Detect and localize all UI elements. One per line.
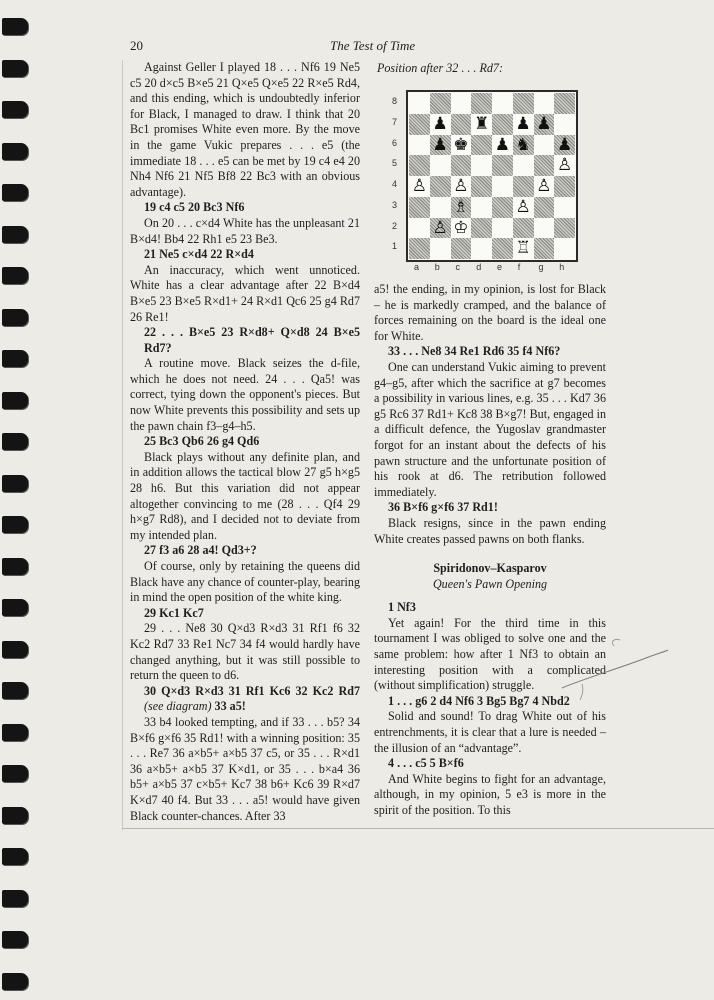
board-square — [534, 238, 555, 259]
binding-ring — [2, 267, 28, 284]
board-square — [471, 238, 492, 259]
board-square — [471, 135, 492, 156]
move-line — [374, 756, 606, 772]
board-square — [409, 197, 430, 218]
board-square — [451, 93, 472, 114]
move-text: 22 . . . B×e5 23 R×d8+ Q×d8 24 B×e5 Rd7? — [144, 325, 360, 355]
page-edge-bottom — [122, 828, 714, 829]
rank-label: 1 — [392, 241, 398, 252]
paragraph: a5! the ending, in my opinion, is lost for Black – he is markedly cramped, and the balance of forces remaining on the board is the ideal one for White. — [374, 282, 606, 343]
move-line — [374, 600, 606, 616]
paragraph: On 20 . . . c×d4 White has the unpleasant 21 B×d4! Bb4 22 Rh1 e5 23 Be3. — [130, 215, 360, 246]
board-square — [430, 197, 451, 218]
chess-board — [409, 93, 575, 259]
pen-annotation-mark — [560, 630, 670, 700]
move-text: 36 B×f6 g×f6 37 Rd1! — [388, 500, 498, 515]
binding-ring — [2, 516, 28, 533]
board-square — [513, 93, 534, 114]
board-square — [492, 238, 513, 259]
file-label: c — [455, 262, 460, 272]
board-square — [513, 218, 534, 239]
move-text: 4 . . . c5 5 B×f6 — [388, 756, 464, 771]
move-line — [130, 247, 360, 263]
board-square — [554, 176, 575, 197]
rank-label: 7 — [392, 116, 398, 127]
board-square — [471, 176, 492, 197]
board-square — [534, 135, 555, 156]
paragraph: 29 . . . Ne8 30 Q×d3 R×d3 31 Rf1 f6 32 Kc2 Rd7 33 Re1 Nc7 34 f4 would hardly have changed anything, but it was still possible to return the queen to d6. — [130, 621, 360, 683]
binding-ring — [2, 682, 28, 699]
file-label: a — [414, 262, 420, 272]
board-square — [554, 93, 575, 114]
rank-label: 3 — [392, 199, 398, 210]
board-square — [492, 155, 513, 176]
page-number: 20 — [130, 38, 143, 53]
game-players: Spiridonov–Kasparov — [433, 561, 547, 576]
right-column — [374, 282, 606, 819]
board-square — [471, 197, 492, 218]
rank-label: 8 — [392, 96, 398, 106]
move-text: 29 Kc1 Kc7 — [144, 605, 204, 620]
paragraph: Against Geller I played 18 . . . Nf6 19 Ne5 c5 20 d×c5 B×e5 21 Q×e5 Q×e5 22 R×e5 Rd4, and this ending, which is undoubtedly inferior for Black, I managed to draw. I think that 20 Bc1 promises White even more. By the move in the game Vukic prepares . . . e5 (the immediate 18 . . . e5 can be met by 19 c4 e4 20 Nh4 Nf6 21 Nf5 Bf8 22 Bc3 with an obvious advantage). — [130, 60, 360, 199]
chess-piece: ♖ — [515, 238, 531, 259]
binding-ring — [2, 350, 28, 367]
move-text: 1 Nf3 — [388, 600, 416, 615]
game-heading — [374, 561, 606, 592]
move-line — [130, 200, 360, 216]
binding-ring — [2, 60, 28, 77]
binding-ring — [2, 143, 28, 160]
move-text: 27 f3 a6 28 a4! Qd3+? — [144, 543, 257, 558]
move-text: 25 Bc3 Qb6 26 g4 Qd6 — [144, 434, 260, 449]
spiral-binding — [0, 0, 34, 1000]
paragraph: An inaccuracy, which went unnoticed. White has a clear advantage after 22 B×d4 B×e5 23 B×e5 R×d1+ 24 R×d1 Qc6 25 g4 Rd7 26 Re1! — [130, 262, 360, 324]
board-square — [409, 93, 430, 114]
chess-piece: ♙ — [515, 196, 531, 217]
chess-piece: ♗ — [453, 196, 469, 217]
board-square — [451, 238, 472, 259]
board-square — [430, 176, 451, 197]
file-label: b — [434, 262, 440, 272]
binding-ring — [2, 475, 28, 492]
binding-ring — [2, 765, 28, 782]
move-line — [374, 344, 606, 360]
binding-ring — [2, 973, 28, 990]
board-square — [513, 176, 534, 197]
paragraph: Of course, only by retaining the queens did Black have any chance of counter-play, bearing in mind the open position of the white king. — [130, 559, 360, 605]
binding-ring — [2, 599, 28, 616]
page-header — [130, 38, 650, 56]
board-square — [471, 155, 492, 176]
binding-ring — [2, 309, 28, 326]
board-square — [430, 238, 451, 259]
board-square — [451, 114, 472, 135]
binding-ring — [2, 392, 28, 409]
rank-label: 6 — [392, 137, 398, 148]
paragraph: Black resigns, since in the pawn ending White creates passed pawns on both flanks. — [374, 515, 606, 546]
chess-diagram — [390, 86, 586, 276]
chess-piece: ♞ — [515, 134, 531, 155]
rank-label: 5 — [392, 158, 398, 169]
chess-piece: ♙ — [432, 217, 448, 238]
binding-ring — [2, 931, 28, 948]
move-text-tail: 33 a5! — [211, 699, 246, 714]
move-text: 30 Q×d3 R×d3 31 Rf1 Kc6 32 Kc2 Rd7 — [144, 683, 360, 698]
file-label: g — [538, 262, 544, 272]
chess-piece: ♙ — [411, 176, 427, 196]
paragraph: Black plays without any definite plan, and in addition allows the tactical blow 27 g5 h×g5 28 h6. But this variation did not appear altogether convincing to me (28 . . . Qf4 29 h×g7 Rd8), and I decided not to deviate from my intended plan. — [130, 449, 360, 542]
paragraph: A routine move. Black seizes the d-file, which he does not need. 24 . . . Qa5! was correct, tying down the opponent's pieces. But now White prevents this possibility and sets up the pawn chain f3–g4–h5. — [130, 356, 360, 433]
board-square — [492, 114, 513, 135]
rank-label: 4 — [392, 179, 398, 189]
board-square — [430, 155, 451, 176]
diagram-reference: (see diagram) — [144, 699, 212, 714]
file-label: e — [497, 262, 503, 272]
binding-ring — [2, 890, 28, 907]
binding-ring — [2, 724, 28, 741]
paragraph: Yet again! For the third time in this tournament I was obliged to solve one and the same problem: how after 1 Nf3 to obtain an interesting position with a complicated (without simplification) struggle. — [374, 615, 606, 693]
move-line — [130, 543, 360, 559]
chess-piece: ♜ — [474, 113, 490, 134]
binding-ring — [2, 226, 28, 243]
binding-ring — [2, 807, 28, 824]
move-line — [130, 325, 360, 356]
board-square — [534, 218, 555, 239]
chess-piece: ♟ — [432, 113, 448, 134]
board-square — [471, 93, 492, 114]
chess-piece: ♟ — [536, 113, 552, 134]
move-text: 33 . . . Ne8 34 Re1 Rd6 35 f4 Nf6? — [388, 344, 561, 359]
binding-ring — [2, 101, 28, 118]
board-square — [409, 218, 430, 239]
file-label: f — [517, 262, 521, 272]
board-square — [534, 197, 555, 218]
board-square — [554, 238, 575, 259]
board-square — [534, 155, 555, 176]
move-text: 19 c4 c5 20 Bc3 Nf6 — [144, 200, 245, 215]
move-line — [374, 500, 606, 516]
paragraph: And White begins to fight for an advantage, although, in my opinion, 5 e3 is more in the spirit of the position. To this — [374, 771, 606, 817]
board-square — [492, 93, 513, 114]
board-square — [492, 197, 513, 218]
binding-ring — [2, 18, 28, 35]
paragraph: 33 b4 looked tempting, and if 33 . . . b5? 34 B×f6 g×f6 35 Rd1! with a winning position: 35 . . . Re7 36 a×b5+ a×b5 37 c5, or 35 . . . R×d1 36 a×b5+ a×b5 37 K×d1, or 35 . . . b×a4 36 b5+ a×b5 37 c×b5+ Kc7 38 b6+ Kc6 39 R×d7 K×d7 40 f4. But 33 . . . a5! would have given Black counter-chances. After 33 — [130, 714, 360, 823]
board-square — [430, 93, 451, 114]
running-title: The Test of Time — [330, 38, 416, 53]
board-square — [513, 155, 534, 176]
move-text: 1 . . . g6 2 d4 Nf6 3 Bg5 Bg7 4 Nbd2 — [388, 693, 570, 708]
file-label: h — [559, 262, 565, 272]
board-square — [554, 197, 575, 218]
chess-piece: ♙ — [557, 155, 573, 176]
board-square — [451, 155, 472, 176]
chess-piece: ♚ — [453, 134, 469, 155]
board-square — [471, 218, 492, 239]
board-square — [409, 114, 430, 135]
binding-ring — [2, 558, 28, 575]
rank-label: 2 — [392, 220, 398, 231]
binding-ring — [2, 184, 28, 201]
board-square — [554, 218, 575, 239]
paragraph: Solid and sound! To drag White out of his entrenchments, it is clear that a lure is needed – the illusion of an “advantage”. — [374, 709, 606, 755]
binding-ring — [2, 433, 28, 450]
board-square — [492, 218, 513, 239]
board-square — [409, 135, 430, 156]
board-square — [409, 155, 430, 176]
move-line — [130, 684, 360, 715]
game-opening: Queen's Pawn Opening — [432, 576, 548, 591]
chess-piece: ♟ — [494, 134, 510, 155]
move-text: 21 Ne5 c×d4 22 R×d4 — [144, 247, 254, 262]
board-square — [554, 114, 575, 135]
chess-piece: ♟ — [557, 134, 573, 155]
board-square — [534, 93, 555, 114]
move-line — [130, 606, 360, 622]
binding-ring — [2, 848, 28, 865]
page-edge — [122, 60, 123, 830]
chess-piece: ♙ — [453, 176, 469, 196]
chess-piece: ♔ — [453, 217, 469, 238]
board-frame — [406, 90, 578, 262]
binding-ring — [2, 641, 28, 658]
chess-piece: ♙ — [536, 176, 552, 196]
board-square — [492, 176, 513, 197]
paragraph: One can understand Vukic aiming to prevent g4–g5, after which the sacrifice at g7 becomes a possibility in various lines, e.g. 35 . . . Kd7 36 g5 Rc6 37 Rd1+ Kc8 38 B×g7! But, engaged in a difficult defence, the Yugoslav grandmaster forgot for an instant about the defects of his pawn structure and the unfortunate position of his rook at d6. The retribution followed immediately. — [374, 359, 606, 499]
board-square — [409, 238, 430, 259]
chess-piece: ♟ — [432, 134, 448, 155]
diagram-caption: Position after 32 . . . Rd7: — [377, 61, 503, 75]
chess-piece: ♟ — [515, 113, 531, 134]
left-column — [130, 60, 360, 824]
move-line — [130, 434, 360, 450]
file-label: d — [476, 262, 482, 272]
